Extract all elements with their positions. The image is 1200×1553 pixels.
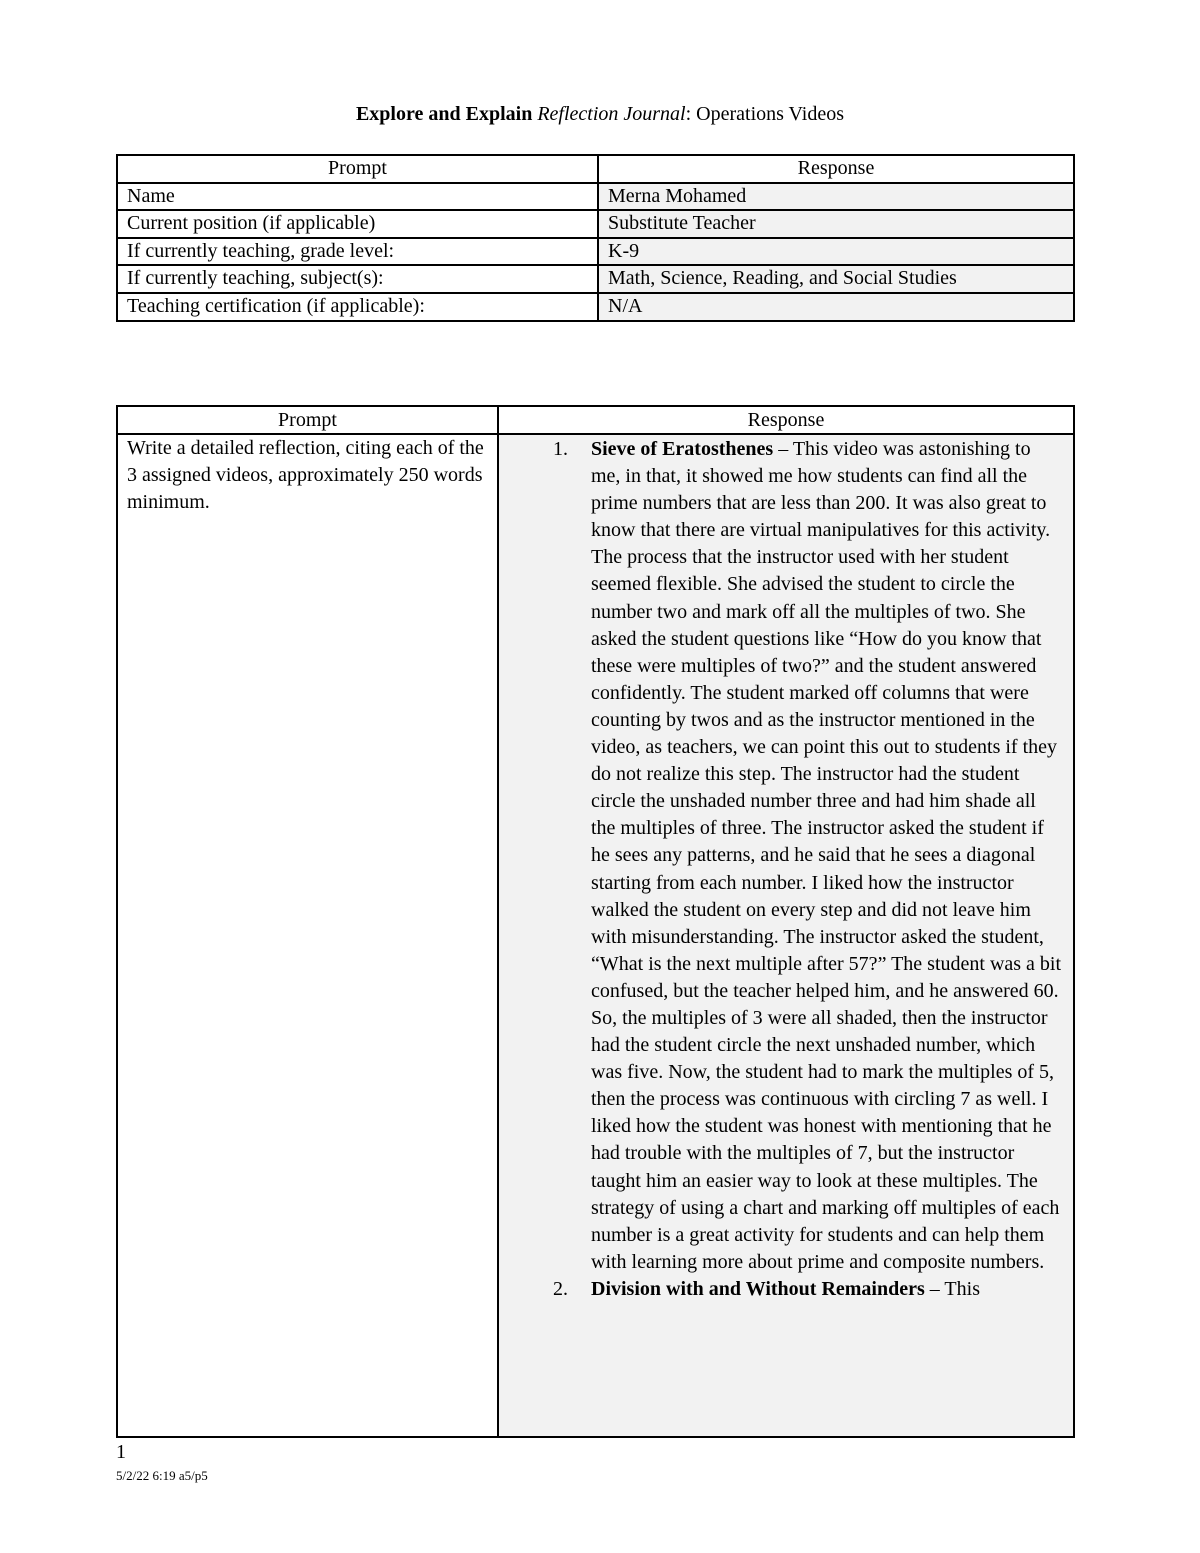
video-reflection-list <box>509 436 1064 1303</box>
info-prompt: If currently teaching, subject(s): <box>117 265 598 293</box>
table-row <box>117 434 1074 1437</box>
info-table <box>116 154 1075 322</box>
reflection-prompt-text: Write a detailed reflection, citing each of the 3 assigned videos, approximately 250 words minimum. <box>117 434 498 1437</box>
info-response: K-9 <box>598 238 1074 266</box>
video-reflection-text: – This <box>924 1277 980 1300</box>
reflection-col-prompt: Prompt <box>117 406 498 434</box>
table-row <box>117 265 1074 293</box>
table-row <box>117 238 1074 266</box>
info-prompt: Teaching certification (if applicable): <box>117 293 598 321</box>
page-number: 1 <box>116 1441 126 1463</box>
page-title <box>0 101 1200 127</box>
table-row <box>117 210 1074 238</box>
title-bold: Explore and Explain <box>355 103 533 125</box>
info-response: N/A <box>598 293 1074 321</box>
title-italic: Reflection Journal <box>537 103 686 125</box>
reflection-table <box>116 405 1075 1438</box>
info-response: Math, Science, Reading, and Social Studies <box>598 265 1074 293</box>
info-response: Merna Mohamed <box>598 183 1074 211</box>
video-title: Sieve of Eratosthenes <box>591 438 774 460</box>
info-response: Substitute Teacher <box>598 210 1074 238</box>
footer-stamp: 5/2/22 6:19 a5/p5 <box>116 1468 208 1483</box>
reflection-response-cell <box>498 434 1074 1437</box>
info-col-response: Response <box>598 155 1074 183</box>
info-table-header <box>117 155 1074 183</box>
info-col-prompt: Prompt <box>117 155 598 183</box>
reflection-col-response: Response <box>498 406 1074 434</box>
info-prompt: If currently teaching, grade level: <box>117 238 598 266</box>
video-title: Division with and Without Remainders <box>591 1277 925 1300</box>
list-item <box>573 1276 1064 1303</box>
table-row <box>117 183 1074 211</box>
info-prompt: Name <box>117 183 598 211</box>
list-item <box>573 436 1064 1276</box>
table-row <box>117 293 1074 321</box>
title-rest: : Operations Videos <box>685 103 845 125</box>
info-prompt: Current position (if applicable) <box>117 210 598 238</box>
video-reflection-text: – This video was astonishing to me, in that, it showed me how students can find all the prime numbers that are less than 200. It was also great to know that there are virtual manipulatives for this activity. The process that the instructor used with her student seemed flexible. She advised the student to circle the number two and mark off all the multiples of two. She asked the student questions like “How do you know that these were multiples of two?” and the student answered confidently. The student marked off columns that were counting by twos and as the instructor mentioned in the video, as teachers, we can point this out to students if they do not realize this step. The instructor had the student circle the unshaded number three and had him shade all the multiples of three. The instructor asked the student if he sees any patterns, and he said that he sees a diagonal starting from each number. I liked how the instructor walked the student on every step and did not leave him with misunderstanding. The instructor asked the student, “What is the next multiple after 57?” The student was a bit confused, but the teacher helped him, and he answered 60. So, the multiples of 3 were all shaded, then the instructor had the student circle the next unshaded number, which was five. Now, the student had to mark the multiples of 5, then the process was continuous with circling 7 as well. I liked how the student was honest with mentioning that he had trouble with the multiples of 7, but the instructor taught him an easier way to look at these multiples. The strategy of using a chart and marking off multiples of each number is a great activity for students and can help them with learning more about prime and composite numbers. <box>591 438 1062 1273</box>
reflection-table-header <box>117 406 1074 434</box>
